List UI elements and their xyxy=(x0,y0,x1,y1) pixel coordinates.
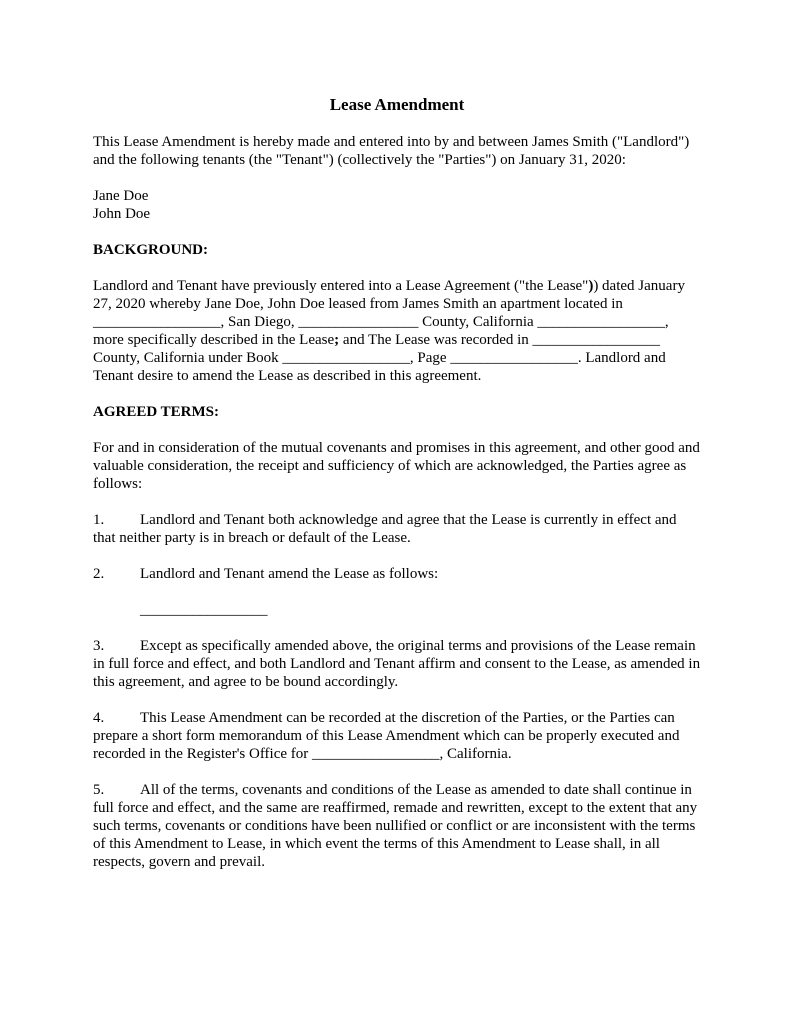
clause-5 xyxy=(93,781,701,871)
amendment-blank-line: _________________ xyxy=(140,602,268,618)
tenant-list xyxy=(93,187,701,223)
tenant-name: John Doe xyxy=(93,206,151,222)
clause-text: Except as specifically amended above, the original terms and provisions of the Lease remain in full force and effect, and both Landlord and Tenant affirm and consent to the Lease, as amended in this agreement, and agree to be bound accordingly. xyxy=(93,638,701,690)
clause-number: 1. xyxy=(93,512,105,528)
background-text-a: Landlord and Tenant have previously entered into a Lease Agreement ("the Lease" xyxy=(93,278,589,294)
background-semicolon: ; xyxy=(334,332,343,348)
background-text-d: and The Lease was recorded in _________________ County, California under Book _________________, Page _________________. Landlord and Tenant desire to amend the Lease as described in this agreement. xyxy=(93,332,666,384)
document-title: Lease Amendment xyxy=(329,95,465,114)
background-heading: BACKGROUND: xyxy=(93,242,208,258)
clause-1 xyxy=(93,511,701,547)
clause-text: All of the terms, covenants and conditions of the Lease as amended to date shall continue in full force and effect, and the same are reaffirmed, remade and rewritten, except to the extent that any such terms, covenants or conditions have been nullified or conflict or are inconsistent with the terms of this Amendment to Lease, in which event the terms of this Amendment to Lease shall, in all respects, govern and prevail. xyxy=(93,782,698,870)
clause-number: 4. xyxy=(93,710,105,726)
clause-text: Landlord and Tenant amend the Lease as follows: xyxy=(140,566,439,582)
clause-4 xyxy=(93,709,701,763)
clause-number: 2. xyxy=(93,566,105,582)
amendment-blank xyxy=(93,601,701,619)
agreed-intro-paragraph: For and in consideration of the mutual covenants and promises in this agreement, and other good and valuable consideration, the receipt and sufficiency of which are acknowledged, the Parties agree as follows: xyxy=(93,440,700,492)
agreed-terms-heading: AGREED TERMS: xyxy=(93,404,219,420)
document-page xyxy=(93,95,701,889)
clause-number: 3. xyxy=(93,638,105,654)
background-paragraph xyxy=(93,277,701,385)
clause-3 xyxy=(93,637,701,691)
clause-number: 5. xyxy=(93,782,105,798)
intro-paragraph: This Lease Amendment is hereby made and entered into by and between James Smith ("Landlord") and the following tenants (the "Tenant") (collectively the "Parties") on January 31, 2020: xyxy=(93,134,690,168)
background-text-b: ) dated January 27, 2020 whereby Jane Doe, John Doe leased from James Smith an apartment located in _________________, San Diego, ________________ County, California _________________, more specifically described in the Lease xyxy=(93,278,685,348)
clause-text: Landlord and Tenant both acknowledge and agree that the Lease is currently in effect and that neither party is in breach or default of the Lease. xyxy=(93,512,677,546)
clause-text: This Lease Amendment can be recorded at the discretion of the Parties, or the Parties can prepare a short form memorandum of this Lease Amendment which can be properly executed and recorded in the Register's Office for _________________, California. xyxy=(93,710,680,762)
tenant-name: Jane Doe xyxy=(93,188,149,204)
clause-2 xyxy=(93,565,701,583)
background-paren: ) xyxy=(588,278,594,294)
